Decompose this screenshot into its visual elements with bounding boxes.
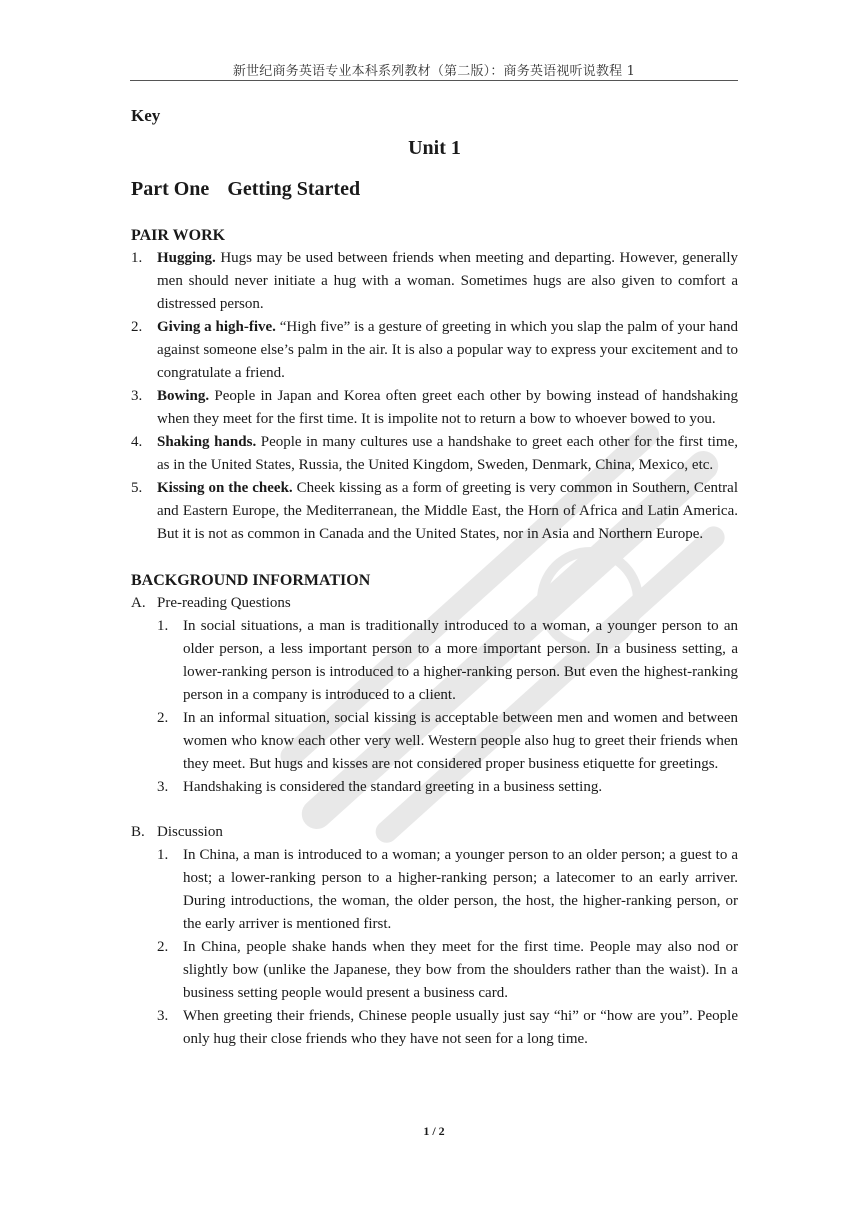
item-text: People in Japan and Korea often greet each other by bowing instead of handshaking when they meet for the first time. It is impolite not to return a bow to whoever bowed to you. <box>157 388 738 427</box>
list-item <box>131 431 738 477</box>
item-number: 2. <box>157 710 169 726</box>
section-title-text: Discussion <box>157 824 223 840</box>
item-text: “High five” is a gesture of greeting in which you slap the palm of your hand against someone else’s palm in the air. It is also a popular way to express your excitement and to congratulate a friend. <box>157 319 738 381</box>
header-rule <box>130 80 738 81</box>
list-item <box>157 707 738 776</box>
part-heading <box>131 178 738 201</box>
part-label: Part One <box>131 178 210 200</box>
item-number: 2. <box>157 939 169 955</box>
item-number: 1. <box>157 847 169 863</box>
background-heading: BACKGROUND INFORMATION <box>131 572 371 589</box>
pre-reading-list <box>157 615 738 799</box>
list-item <box>131 247 738 316</box>
item-text: In China, people shake hands when they meet for the first time. People may also nod or slightly bow (unlike the Japanese, they bow from the shoulders rather than the waist). In a business setting people would present a business card. <box>183 939 738 1001</box>
item-term: Bowing. <box>157 388 210 404</box>
unit-title: Unit 1 <box>408 137 461 159</box>
item-text: In social situations, a man is traditionally introduced to a woman, a younger person to an older person, a less important person to a more important person. In a business setting, a lower-ranking person is introduced to a higher-ranking person. But even the highest-ranking person in a company is introduced to a client. <box>183 618 738 703</box>
section-title-text: Pre-reading Questions <box>157 595 291 611</box>
list-item <box>131 385 738 431</box>
item-number: 1. <box>131 250 143 266</box>
key-label: Key <box>131 106 161 125</box>
item-number: 3. <box>131 388 143 404</box>
list-item <box>131 316 738 385</box>
item-term: Kissing on the cheek. <box>157 480 293 496</box>
list-item <box>131 477 738 546</box>
section-b-title <box>131 821 738 844</box>
item-text: Hugs may be used between friends when meeting and departing. However, generally men should never initiate a hug with a woman. Sometimes hugs are also given to comfort a distressed person. <box>157 250 738 312</box>
section-a-title <box>131 592 738 615</box>
item-text: In an informal situation, social kissing is acceptable between men and women and between women who know each other very well. Western people also hug to greet their friends when they meet. But hugs and kisses are not considered proper business etiquette for greetings. <box>183 710 738 772</box>
item-number: 1. <box>157 618 169 634</box>
page-number: 1 / 2 <box>423 1124 445 1138</box>
item-number: 2. <box>131 319 143 335</box>
item-term: Hugging. <box>157 250 216 266</box>
pair-work-heading: PAIR WORK <box>131 227 226 244</box>
list-item <box>157 776 738 799</box>
discussion-list <box>157 844 738 1051</box>
pair-work-list <box>131 247 738 546</box>
item-number: 5. <box>131 480 143 496</box>
part-title: Getting Started <box>227 178 361 200</box>
section-letter: A. <box>131 595 146 611</box>
item-number: 3. <box>157 779 169 795</box>
list-item <box>157 1005 738 1051</box>
item-number: 3. <box>157 1008 169 1024</box>
item-text: In China, a man is introduced to a woman; a younger person to an older person; a guest to a host; a lower-ranking person to a higher-ranking person; a latecomer to an early arriver. During introductions, the woman, the older person, the host, the higher-ranking person, or the early arriver is mentioned first. <box>183 847 738 932</box>
item-number: 4. <box>131 434 143 450</box>
item-text: Cheek kissing as a form of greeting is very common in Southern, Central and Eastern Europe, the Mediterranean, the Middle East, the Horn of Africa and Latin America. But it is not as common in Canada and the United States, nor in Asia and Northern Europe. <box>157 480 738 542</box>
running-header: 新世纪商务英语专业本科系列教材（第二版）：商务英语视听说教程 1 <box>232 64 636 79</box>
list-item <box>157 844 738 936</box>
document-body <box>131 104 738 1051</box>
item-text: People in many cultures use a handshake to greet each other for the first time, as in the United States, Russia, the United Kingdom, Sweden, Denmark, China, Mexico, etc. <box>157 434 738 473</box>
item-text: When greeting their friends, Chinese people usually just say “hi” or “how are you”. People only hug their close friends who they have not seen for a long time. <box>183 1008 738 1047</box>
item-text: Handshaking is considered the standard greeting in a business setting. <box>183 779 603 795</box>
item-term: Shaking hands. <box>157 434 257 450</box>
section-letter: B. <box>131 824 145 840</box>
list-item <box>157 936 738 1005</box>
item-term: Giving a high-five. <box>157 319 276 335</box>
list-item <box>157 615 738 707</box>
